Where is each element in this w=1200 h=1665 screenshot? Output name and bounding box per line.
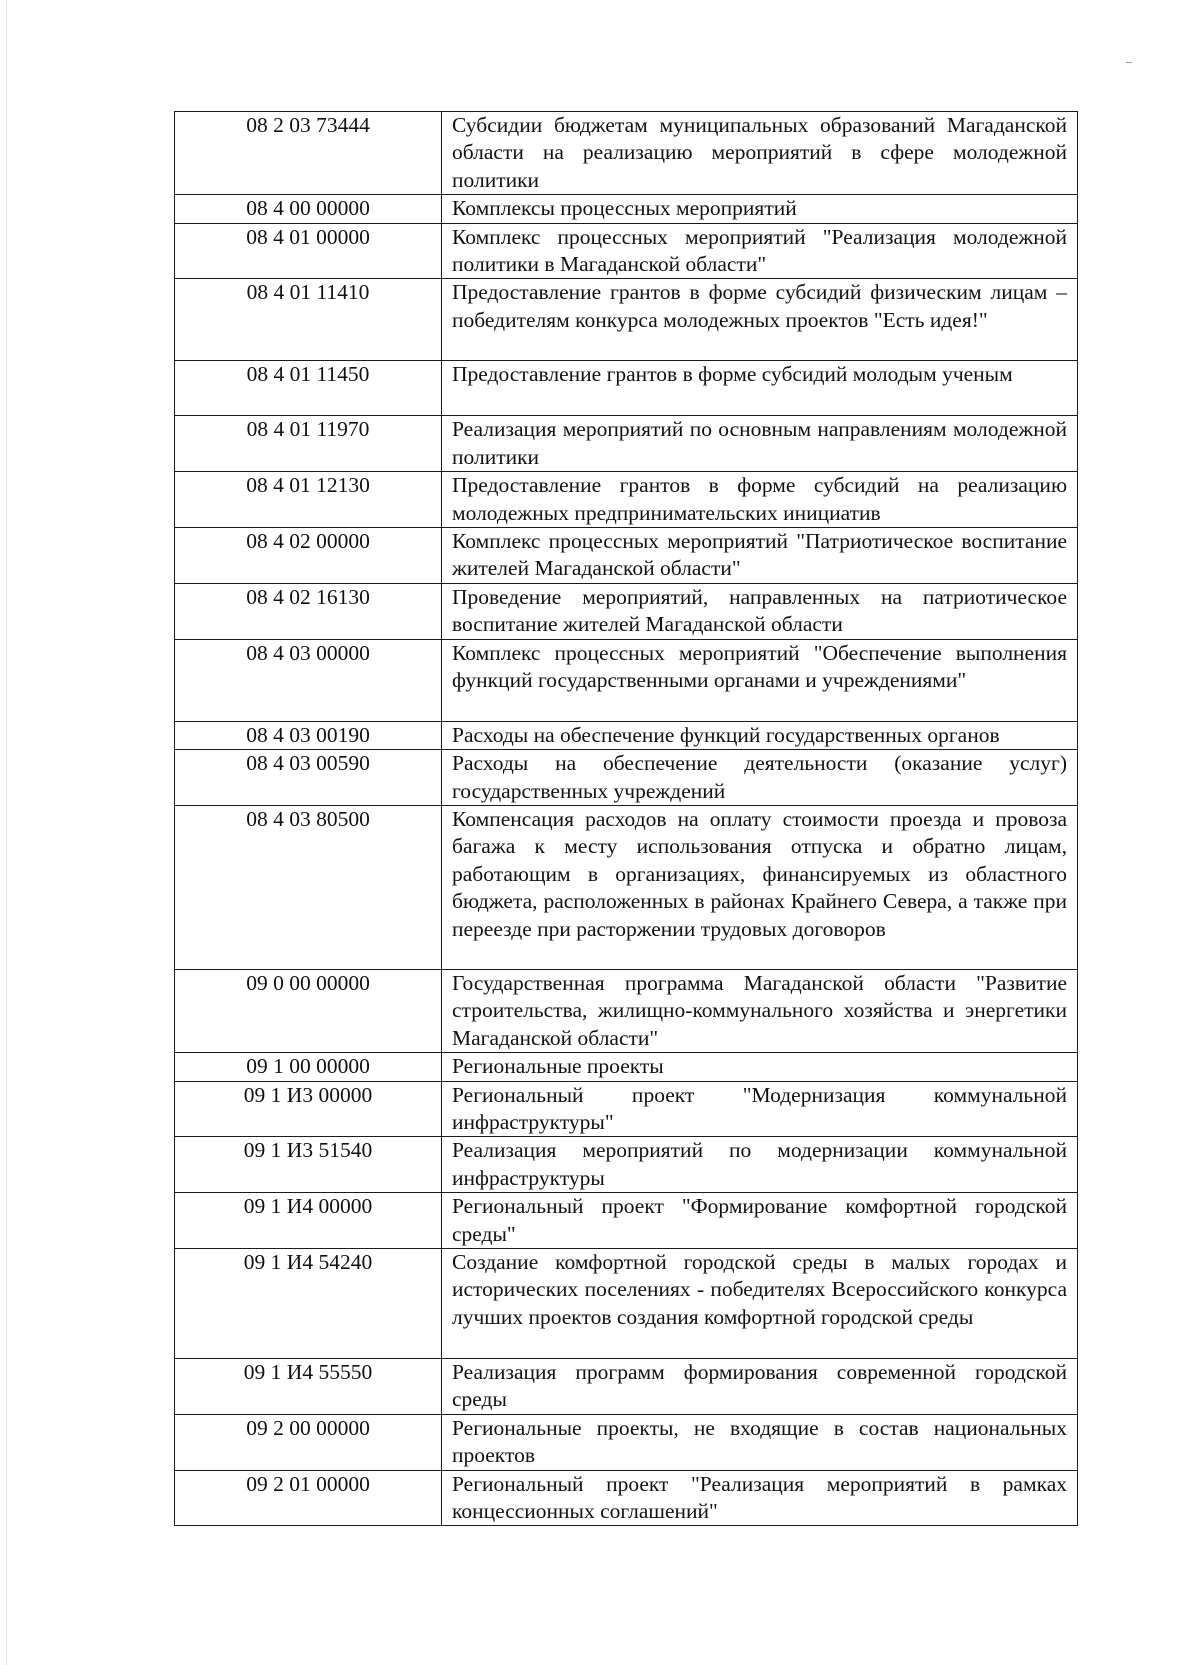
name-cell: Комплексы процессных мероприятий [442, 195, 1078, 223]
code-cell: 08 4 01 11970 [175, 416, 442, 472]
code-cell: 09 1 00 00000 [175, 1053, 442, 1081]
table-row [175, 361, 1078, 416]
table-row [175, 472, 1078, 528]
code-cell: 08 4 02 16130 [175, 583, 442, 639]
table-row [175, 1248, 1078, 1358]
name-cell: Проведение мероприятий, направленных на патриотическое воспитание жителей Магаданской области [442, 583, 1078, 639]
code-cell: 08 4 01 12130 [175, 472, 442, 528]
table-row [175, 805, 1078, 969]
code-cell: 08 4 00 00000 [175, 195, 442, 223]
table-row [175, 528, 1078, 584]
table-row [175, 583, 1078, 639]
name-cell: Субсидии бюджетам муниципальных образований Магаданской области на реализацию мероприятий в сфере молодежной политики [442, 112, 1078, 195]
code-cell: 09 1 И3 00000 [175, 1081, 442, 1137]
table-row [175, 639, 1078, 721]
table-row [175, 1053, 1078, 1081]
name-cell: Реализация мероприятий по модернизации коммунальной инфраструктуры [442, 1137, 1078, 1193]
table-row [175, 969, 1078, 1052]
code-cell: 08 4 01 00000 [175, 223, 442, 279]
code-cell: 08 4 03 00000 [175, 639, 442, 721]
table-row [175, 1081, 1078, 1137]
code-cell: 09 1 И4 55550 [175, 1358, 442, 1414]
table-row [175, 1470, 1078, 1526]
name-cell: Расходы на обеспечение функций государственных органов [442, 721, 1078, 749]
name-cell: Региональный проект "Формирование комфортной городской среды" [442, 1193, 1078, 1249]
name-cell: Региональные проекты [442, 1053, 1078, 1081]
budget-code-table [174, 111, 1078, 1526]
code-cell: 08 4 01 11410 [175, 279, 442, 361]
table-row [175, 112, 1078, 195]
code-cell: 08 4 03 00590 [175, 750, 442, 806]
name-cell: Создание комфортной городской среды в малых городах и исторических поселениях - победителях Всероссийского конкурса лучших проектов создания комфортной городской среды [442, 1248, 1078, 1358]
name-cell: Предоставление грантов в форме субсидий на реализацию молодежных предпринимательских инициатив [442, 472, 1078, 528]
name-cell: Предоставление грантов в форме субсидий физическим лицам – победителям конкурса молодежных проектов "Есть идея!" [442, 279, 1078, 361]
code-cell: 09 0 00 00000 [175, 969, 442, 1052]
code-cell: 08 4 03 00190 [175, 721, 442, 749]
name-cell: Предоставление грантов в форме субсидий молодым ученым [442, 361, 1078, 416]
name-cell: Комплекс процессных мероприятий "Патриотическое воспитание жителей Магаданской области" [442, 528, 1078, 584]
name-cell: Комплекс процессных мероприятий "Реализация молодежной политики в Магаданской области" [442, 223, 1078, 279]
code-cell: 08 4 01 11450 [175, 361, 442, 416]
code-cell: 09 1 И4 00000 [175, 1193, 442, 1249]
code-cell: 09 2 00 00000 [175, 1414, 442, 1470]
name-cell: Расходы на обеспечение деятельности (оказание услуг) государственных учреждений [442, 750, 1078, 806]
code-cell: 09 1 И4 54240 [175, 1248, 442, 1358]
name-cell: Реализация программ формирования современной городской среды [442, 1358, 1078, 1414]
table-row [175, 1193, 1078, 1249]
scan-dot-mark [1126, 62, 1132, 63]
table-row [175, 1414, 1078, 1470]
scan-edge-line [6, 0, 7, 1665]
table-row [175, 195, 1078, 223]
code-cell: 08 2 03 73444 [175, 112, 442, 195]
table-row [175, 750, 1078, 806]
name-cell: Комплекс процессных мероприятий "Обеспечение выполнения функций государственными органами и учреждениями" [442, 639, 1078, 721]
table-row [175, 1137, 1078, 1193]
name-cell: Региональный проект "Модернизация коммунальной инфраструктуры" [442, 1081, 1078, 1137]
code-cell: 08 4 02 00000 [175, 528, 442, 584]
code-cell: 09 1 И3 51540 [175, 1137, 442, 1193]
name-cell: Реализация мероприятий по основным направлениям молодежной политики [442, 416, 1078, 472]
table-row [175, 279, 1078, 361]
table-row [175, 416, 1078, 472]
name-cell: Компенсация расходов на оплату стоимости проезда и провоза багажа к месту использования отпуска и обратно лицам, работающим в организациях, финансируемых из областного бюджета, расположенных в районах Крайнего Севера, а также при переезде при расторжении трудовых договоров [442, 805, 1078, 969]
table-row [175, 1358, 1078, 1414]
name-cell: Региональные проекты, не входящие в состав национальных проектов [442, 1414, 1078, 1470]
name-cell: Региональный проект "Реализация мероприятий в рамках концессионных соглашений" [442, 1470, 1078, 1526]
table-row [175, 721, 1078, 749]
table-row [175, 223, 1078, 279]
name-cell: Государственная программа Магаданской области "Развитие строительства, жилищно-коммунального хозяйства и энергетики Магаданской области" [442, 969, 1078, 1052]
code-cell: 09 2 01 00000 [175, 1470, 442, 1526]
code-cell: 08 4 03 80500 [175, 805, 442, 969]
